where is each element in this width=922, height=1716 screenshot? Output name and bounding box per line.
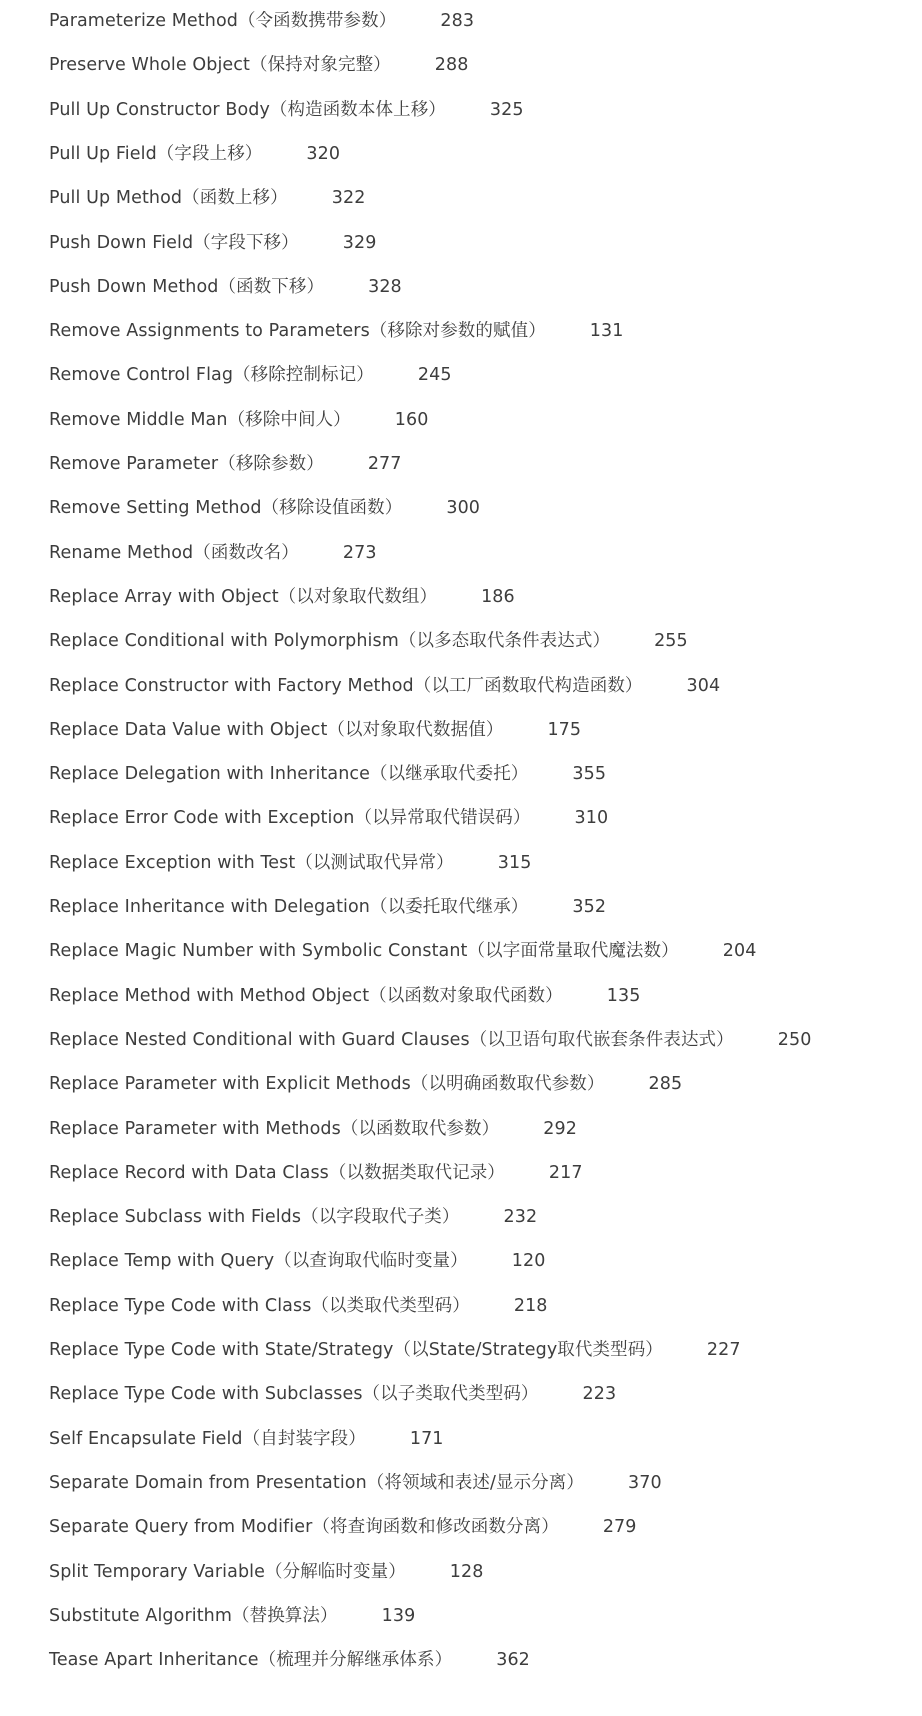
entry-name: Separate Query from Modifier（将查询函数和修改函数分离）	[49, 1517, 559, 1538]
index-entry	[49, 895, 606, 919]
index-entry	[49, 939, 756, 963]
index-entry	[49, 496, 480, 520]
entry-name: Replace Type Code with State/Strategy（以State/Strategy取代类型码）	[49, 1340, 663, 1360]
entry-page-number: 128	[449, 1561, 484, 1582]
entry-name: Remove Parameter（移除参数）	[49, 454, 324, 474]
entry-name: Remove Middle Man（移除中间人）	[49, 409, 351, 430]
entry-page-number: 223	[582, 1384, 617, 1405]
index-entry	[49, 275, 402, 299]
entry-name: Remove Assignments to Parameters（移除对参数的赋值）	[49, 321, 546, 342]
index-entry	[49, 1515, 637, 1539]
entry-page-number: 160	[394, 409, 429, 430]
index-entry	[49, 1604, 415, 1628]
entry-page-number: 304	[686, 675, 721, 696]
entry-page-number: 288	[434, 55, 469, 76]
entry-name: Parameterize Method（令函数携带参数）	[49, 11, 397, 31]
entry-page-number: 204	[722, 941, 757, 962]
entry-name: Separate Domain from Presentation（将领域和表述/显示分离）	[49, 1472, 584, 1493]
entry-name: Remove Setting Method（移除设值函数）	[49, 498, 403, 519]
entry-name: Replace Conditional with Polymorphism（以多态取代条件表达式）	[49, 631, 611, 652]
index-entry	[49, 984, 640, 1008]
entry-page-number: 325	[489, 99, 524, 120]
entry-page-number: 370	[627, 1472, 662, 1493]
index-entry	[49, 53, 468, 77]
entry-page-number: 131	[589, 321, 624, 342]
entry-name: Replace Parameter with Explicit Methods（以明确函数取代参数）	[49, 1074, 605, 1095]
entry-name: Replace Type Code with Class（以类取代类型码）	[49, 1295, 470, 1316]
entry-page-number: 175	[547, 719, 582, 740]
entry-page-number: 300	[446, 498, 481, 519]
entry-name: Replace Subclass with Fields（以字段取代子类）	[49, 1207, 460, 1228]
entry-name: Rename Method（函数改名）	[49, 542, 299, 563]
entry-name: Preserve Whole Object（保持对象完整）	[49, 55, 391, 76]
index-entry	[49, 585, 515, 609]
index-entry	[49, 851, 531, 875]
index-entry	[49, 142, 340, 166]
entry-page-number: 277	[367, 454, 402, 474]
entry-page-number: 315	[497, 852, 532, 873]
entry-page-number: 328	[368, 276, 402, 297]
index-entry	[49, 1648, 530, 1672]
index-entry	[49, 1294, 548, 1318]
index-entry	[49, 718, 581, 742]
entry-name: Replace Temp with Query（以查询取代临时变量）	[49, 1251, 468, 1272]
entry-name: Split Temporary Variable（分解临时变量）	[49, 1561, 406, 1582]
entry-page-number: 139	[381, 1605, 416, 1626]
index-entry	[49, 1427, 444, 1451]
entry-page-number: 283	[440, 11, 475, 31]
index-entry	[49, 1382, 616, 1406]
entry-page-number: 292	[543, 1118, 577, 1139]
entry-name: Remove Control Flag（移除控制标记）	[49, 365, 374, 386]
entry-name: Push Down Method（函数下移）	[49, 276, 325, 297]
index-entry	[49, 98, 524, 122]
index-entry	[49, 231, 376, 255]
index-entry	[49, 541, 377, 565]
entry-name: Pull Up Method（函数上移）	[49, 188, 288, 209]
index-entry	[49, 319, 624, 343]
index-entry	[49, 1161, 583, 1185]
index-entry	[49, 1117, 577, 1141]
index-entry	[49, 1072, 682, 1096]
entry-page-number: 285	[648, 1074, 683, 1095]
entry-name: Replace Inheritance with Delegation（以委托取代继承）	[49, 897, 529, 917]
index-entry	[49, 1249, 545, 1273]
entry-page-number: 255	[654, 631, 688, 652]
entry-page-number: 352	[572, 897, 607, 917]
index-entry	[49, 9, 474, 33]
entry-page-number: 320	[306, 143, 341, 164]
entry-name: Replace Constructor with Factory Method（以工厂函数取代构造函数）	[49, 675, 643, 696]
index-entry	[49, 674, 720, 698]
index-entry	[49, 1560, 484, 1584]
entry-name: Replace Record with Data Class（以数据类取代记录）	[49, 1162, 505, 1183]
entry-name: Replace Exception with Test（以测试取代异常）	[49, 852, 454, 873]
entry-page-number: 355	[572, 764, 607, 785]
entry-page-number: 273	[342, 542, 377, 563]
entry-name: Pull Up Field（字段上移）	[49, 143, 263, 164]
entry-name: Replace Method with Method Object（以函数对象取代函数）	[49, 985, 563, 1006]
entry-page-number: 218	[513, 1295, 548, 1316]
entry-page-number: 250	[777, 1029, 812, 1050]
index-entry	[49, 1028, 811, 1052]
index-entry	[49, 762, 606, 786]
entry-page-number: 245	[417, 365, 452, 386]
index-entry	[49, 629, 688, 653]
entry-name: Push Down Field（字段下移）	[49, 232, 299, 253]
entry-name: Replace Type Code with Subclasses（以子类取代类型码）	[49, 1384, 539, 1405]
entry-page-number: 279	[602, 1517, 637, 1538]
entry-page-number: 217	[548, 1162, 583, 1183]
index-entry	[49, 452, 402, 476]
entry-name: Pull Up Constructor Body（构造函数本体上移）	[49, 99, 446, 120]
entry-name: Replace Parameter with Methods（以函数取代参数）	[49, 1118, 500, 1139]
entry-name: Replace Data Value with Object（以对象取代数据值）	[49, 719, 504, 740]
entry-name: Replace Delegation with Inheritance（以继承取代委托）	[49, 764, 529, 785]
entry-page-number: 227	[706, 1340, 741, 1360]
entry-page-number: 329	[342, 232, 377, 253]
index-entry	[49, 408, 428, 432]
index-entry	[49, 1205, 537, 1229]
entry-page-number: 322	[331, 188, 366, 209]
entry-name: Substitute Algorithm（替换算法）	[49, 1605, 338, 1626]
entry-page-number: 362	[496, 1650, 530, 1671]
entry-name: Replace Nested Conditional with Guard Clauses（以卫语句取代嵌套条件表达式）	[49, 1029, 734, 1050]
index-entry	[49, 806, 608, 830]
entry-page-number: 120	[511, 1251, 546, 1272]
entry-page-number: 310	[574, 808, 609, 829]
index-entry	[49, 1471, 662, 1495]
entry-page-number: 186	[481, 586, 515, 607]
index-entry	[49, 363, 452, 387]
index-entry	[49, 1338, 741, 1362]
entry-name: Replace Array with Object（以对象取代数组）	[49, 586, 438, 607]
entry-name: Tease Apart Inheritance（梳理并分解继承体系）	[49, 1650, 453, 1671]
entry-name: Replace Error Code with Exception（以异常取代错误码）	[49, 808, 531, 829]
entry-page-number: 171	[409, 1428, 444, 1449]
index-entry	[49, 186, 365, 210]
entry-page-number: 232	[503, 1207, 538, 1228]
entry-name: Replace Magic Number with Symbolic Constant（以字面常量取代魔法数）	[49, 941, 679, 962]
entry-name: Self Encapsulate Field（自封装字段）	[49, 1428, 366, 1449]
entry-page-number: 135	[606, 985, 641, 1006]
